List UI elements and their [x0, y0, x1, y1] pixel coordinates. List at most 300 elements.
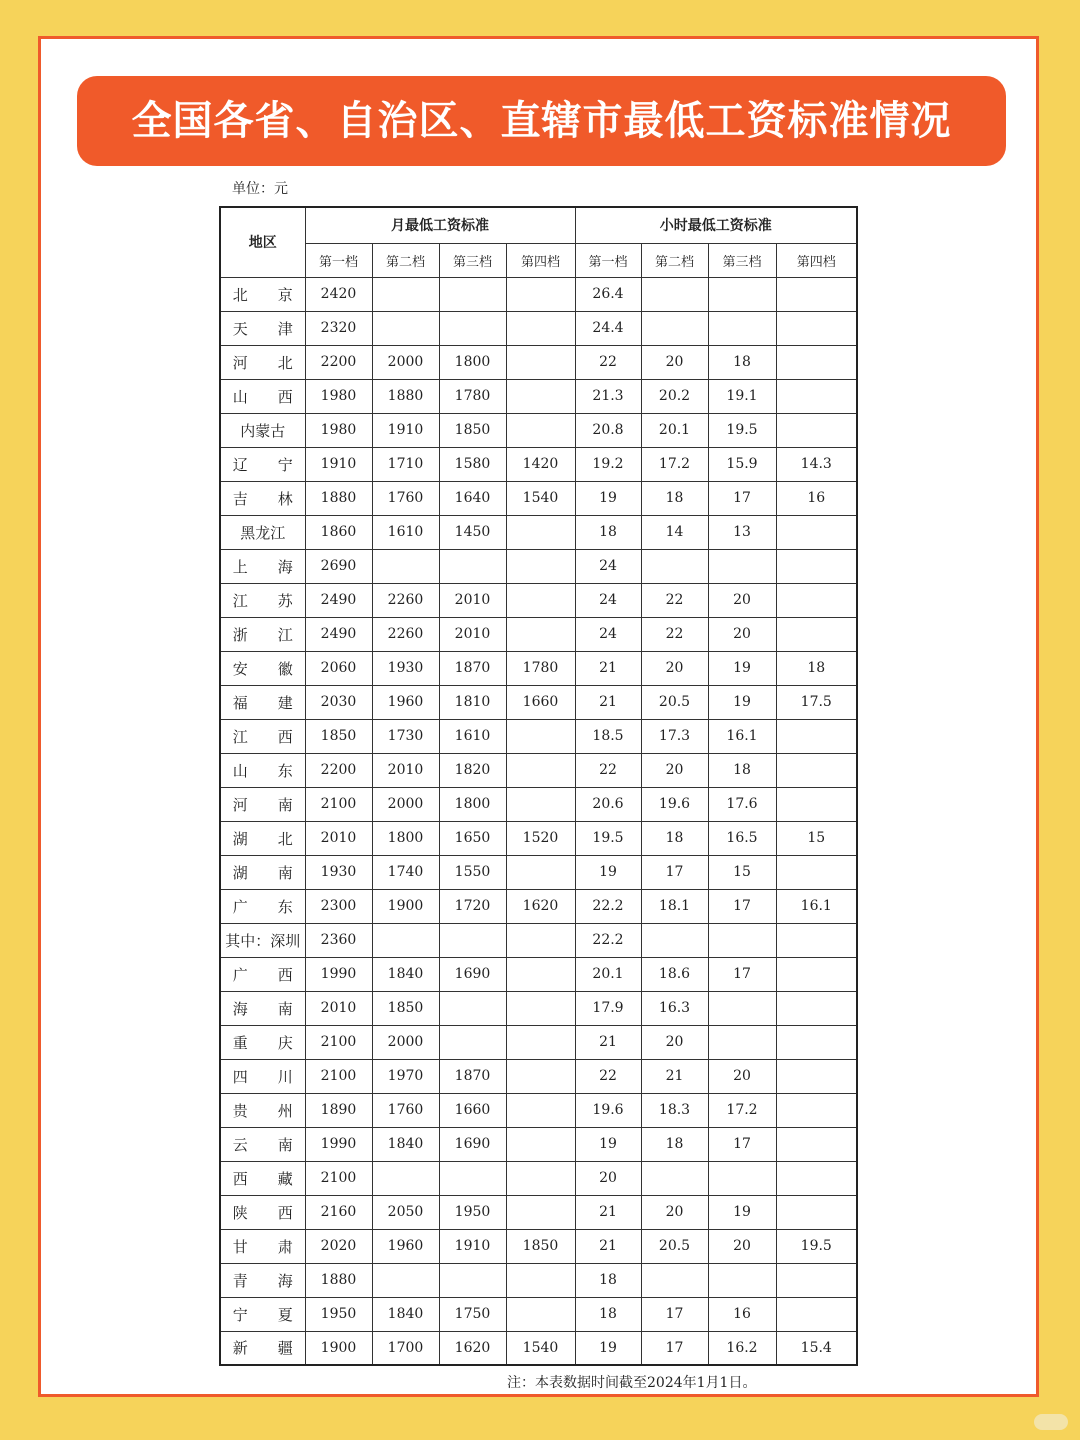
hourly-tier-4-cell	[776, 923, 857, 957]
table-row	[220, 1093, 857, 1127]
hourly-tier-2-cell: 18.1	[641, 889, 708, 923]
hourly-tier-1-cell: 21	[575, 1229, 641, 1263]
hourly-tier-1-cell: 18	[575, 1263, 641, 1297]
hourly-tier-1-cell: 21.3	[575, 379, 641, 413]
monthly-tier-2-cell: 1700	[372, 1331, 439, 1365]
monthly-tier-3-cell	[439, 311, 506, 345]
region-cell: 吉 林	[220, 481, 305, 515]
hourly-tier-3-cell: 20	[708, 583, 776, 617]
monthly-tier-4-cell: 1620	[506, 889, 575, 923]
hourly-tier-1-cell: 24	[575, 549, 641, 583]
hourly-tier-4-cell	[776, 413, 857, 447]
monthly-tier-3-cell: 1660	[439, 1093, 506, 1127]
hourly-tier-2-cell: 20.5	[641, 685, 708, 719]
hourly-tier-4-cell	[776, 1297, 857, 1331]
region-cell: 黑龙江	[220, 515, 305, 549]
monthly-tier-4-cell: 1850	[506, 1229, 575, 1263]
hourly-tier-2-cell: 21	[641, 1059, 708, 1093]
monthly-tier-2-cell: 1970	[372, 1059, 439, 1093]
hourly-tier-4-cell	[776, 1195, 857, 1229]
monthly-tier-1-cell: 2360	[305, 923, 372, 957]
hourly-tier-3-cell: 13	[708, 515, 776, 549]
monthly-tier-1-cell: 2030	[305, 685, 372, 719]
monthly-tier-1-cell: 2010	[305, 991, 372, 1025]
hourly-tier-3-cell: 18	[708, 345, 776, 379]
region-cell: 湖 南	[220, 855, 305, 889]
region-cell: 安 徽	[220, 651, 305, 685]
hourly-tier-1-cell: 18.5	[575, 719, 641, 753]
monthly-tier-1-cell: 1950	[305, 1297, 372, 1331]
monthly-tier-2-cell: 1610	[372, 515, 439, 549]
monthly-tier-1-cell: 1980	[305, 413, 372, 447]
hourly-tier-2-cell: 16.3	[641, 991, 708, 1025]
monthly-tier-4-cell	[506, 787, 575, 821]
monthly-tier-3-cell: 1650	[439, 821, 506, 855]
table-row	[220, 1297, 857, 1331]
hourly-tier-2-cell: 22	[641, 583, 708, 617]
monthly-tier-1-cell: 2160	[305, 1195, 372, 1229]
monthly-tier-1-cell: 2200	[305, 345, 372, 379]
table-row	[220, 1127, 857, 1161]
hourly-tier-3-cell: 19	[708, 1195, 776, 1229]
hourly-tier-2-cell: 18	[641, 1127, 708, 1161]
monthly-tier-3-cell: 1690	[439, 1127, 506, 1161]
region-cell: 陕 西	[220, 1195, 305, 1229]
monthly-tier-3-cell: 1950	[439, 1195, 506, 1229]
monthly-tier-4-cell	[506, 1059, 575, 1093]
monthly-tier-4-cell	[506, 413, 575, 447]
hourly-tier-1-cell: 26.4	[575, 277, 641, 311]
table-row	[220, 1229, 857, 1263]
region-cell: 重 庆	[220, 1025, 305, 1059]
monthly-tier-1-cell: 2100	[305, 1025, 372, 1059]
monthly-tier-3-cell: 1580	[439, 447, 506, 481]
region-cell: 甘 肃	[220, 1229, 305, 1263]
monthly-tier-1-cell: 2320	[305, 311, 372, 345]
monthly-tier-4-cell	[506, 583, 575, 617]
monthly-tier-2-cell: 1740	[372, 855, 439, 889]
monthly-tier-2-cell: 2050	[372, 1195, 439, 1229]
hourly-tier-4-cell	[776, 719, 857, 753]
hourly-tier-3-cell: 20	[708, 617, 776, 651]
watermark	[1034, 1414, 1068, 1430]
monthly-tier-2-cell: 1960	[372, 1229, 439, 1263]
hourly-tier-4-cell	[776, 379, 857, 413]
region-cell: 江 西	[220, 719, 305, 753]
table-row	[220, 753, 857, 787]
monthly-tier-1-cell: 2100	[305, 1161, 372, 1195]
hourly-tier-1-cell: 19	[575, 1127, 641, 1161]
table-row	[220, 1059, 857, 1093]
hourly-tier-2-cell: 14	[641, 515, 708, 549]
monthly-tier-1-header: 第一档	[305, 243, 372, 277]
monthly-tier-2-cell: 1850	[372, 991, 439, 1025]
monthly-tier-4-cell	[506, 277, 575, 311]
monthly-tier-1-cell: 2200	[305, 753, 372, 787]
hourly-tier-4-cell	[776, 583, 857, 617]
monthly-tier-4-cell	[506, 923, 575, 957]
hourly-tier-3-cell: 17	[708, 957, 776, 991]
monthly-tier-4-cell	[506, 957, 575, 991]
hourly-tier-2-cell: 18.6	[641, 957, 708, 991]
hourly-tier-1-cell: 20.1	[575, 957, 641, 991]
hourly-tier-3-cell: 15.9	[708, 447, 776, 481]
hourly-tier-3-cell	[708, 1263, 776, 1297]
monthly-tier-1-cell: 1880	[305, 1263, 372, 1297]
hourly-tier-2-cell: 20.1	[641, 413, 708, 447]
hourly-tier-1-cell: 19.6	[575, 1093, 641, 1127]
hourly-tier-4-cell	[776, 345, 857, 379]
region-cell: 湖 北	[220, 821, 305, 855]
monthly-tier-3-cell: 1720	[439, 889, 506, 923]
hourly-tier-1-cell: 24	[575, 617, 641, 651]
monthly-tier-3-cell: 1910	[439, 1229, 506, 1263]
table-row	[220, 277, 857, 311]
table-row	[220, 379, 857, 413]
table-row	[220, 1161, 857, 1195]
monthly-tier-3-cell: 1640	[439, 481, 506, 515]
monthly-tier-3-cell	[439, 277, 506, 311]
monthly-tier-4-cell	[506, 1093, 575, 1127]
region-cell: 贵 州	[220, 1093, 305, 1127]
monthly-tier-2-cell: 1900	[372, 889, 439, 923]
table-row	[220, 821, 857, 855]
hourly-tier-3-cell: 19.5	[708, 413, 776, 447]
hourly-tier-2-cell	[641, 277, 708, 311]
monthly-tier-3-cell	[439, 1263, 506, 1297]
monthly-tier-3-cell: 1800	[439, 345, 506, 379]
monthly-tier-2-cell: 2260	[372, 583, 439, 617]
monthly-tier-1-cell: 1990	[305, 957, 372, 991]
hourly-tier-4-cell: 15.4	[776, 1331, 857, 1365]
hourly-tier-4-cell	[776, 1025, 857, 1059]
hourly-tier-1-cell: 20.6	[575, 787, 641, 821]
monthly-tier-2-cell: 1730	[372, 719, 439, 753]
monthly-tier-2-cell: 1840	[372, 1127, 439, 1161]
hourly-tier-4-cell: 19.5	[776, 1229, 857, 1263]
hourly-tier-1-cell: 22	[575, 345, 641, 379]
hourly-tier-4-cell	[776, 787, 857, 821]
monthly-tier-4-cell	[506, 753, 575, 787]
region-cell: 江 苏	[220, 583, 305, 617]
hourly-tier-4-cell	[776, 549, 857, 583]
page-title: 全国各省、自治区、直辖市最低工资标准情况	[77, 76, 1006, 166]
hourly-tier-1-cell: 19.2	[575, 447, 641, 481]
hourly-tier-4-cell	[776, 1127, 857, 1161]
region-cell: 广 西	[220, 957, 305, 991]
monthly-tier-3-cell: 1800	[439, 787, 506, 821]
region-cell: 广 东	[220, 889, 305, 923]
table-row	[220, 787, 857, 821]
monthly-tier-3-cell: 1810	[439, 685, 506, 719]
table-row	[220, 515, 857, 549]
table-row	[220, 1025, 857, 1059]
hourly-tier-4-cell	[776, 617, 857, 651]
monthly-tier-4-cell: 1420	[506, 447, 575, 481]
monthly-tier-1-cell: 1990	[305, 1127, 372, 1161]
region-cell: 云 南	[220, 1127, 305, 1161]
hourly-tier-1-cell: 19	[575, 855, 641, 889]
monthly-tier-3-cell	[439, 1025, 506, 1059]
monthly-tier-1-cell: 1980	[305, 379, 372, 413]
monthly-tier-2-cell: 1840	[372, 957, 439, 991]
monthly-tier-3-cell: 1550	[439, 855, 506, 889]
monthly-tier-1-cell: 1910	[305, 447, 372, 481]
monthly-tier-2-cell: 2000	[372, 1025, 439, 1059]
hourly-tier-4-cell: 14.3	[776, 447, 857, 481]
hourly-tier-1-cell: 20	[575, 1161, 641, 1195]
monthly-tier-1-cell: 2010	[305, 821, 372, 855]
region-cell: 辽 宁	[220, 447, 305, 481]
hourly-tier-3-cell	[708, 923, 776, 957]
hourly-tier-1-cell: 22.2	[575, 923, 641, 957]
minimum-wage-table	[219, 206, 858, 1366]
hourly-tier-1-cell: 20.8	[575, 413, 641, 447]
hourly-tier-2-header: 第二档	[641, 243, 708, 277]
monthly-tier-4-cell	[506, 719, 575, 753]
hourly-tier-2-cell: 20	[641, 1195, 708, 1229]
table-row	[220, 311, 857, 345]
hourly-tier-4-cell: 16	[776, 481, 857, 515]
monthly-tier-4-cell	[506, 345, 575, 379]
hourly-tier-3-cell: 19	[708, 685, 776, 719]
hourly-tier-1-cell: 21	[575, 1025, 641, 1059]
monthly-tier-4-cell	[506, 991, 575, 1025]
table-row	[220, 923, 857, 957]
hourly-tier-3-cell: 20	[708, 1229, 776, 1263]
region-cell: 浙 江	[220, 617, 305, 651]
monthly-tier-4-cell	[506, 1127, 575, 1161]
hourly-tier-3-cell	[708, 1025, 776, 1059]
hourly-tier-1-cell: 21	[575, 685, 641, 719]
hourly-tier-1-cell: 21	[575, 1195, 641, 1229]
region-cell: 北 京	[220, 277, 305, 311]
monthly-tier-3-cell: 1690	[439, 957, 506, 991]
hourly-tier-4-cell	[776, 311, 857, 345]
monthly-tier-4-header: 第四档	[506, 243, 575, 277]
hourly-tier-2-cell: 20	[641, 753, 708, 787]
monthly-tier-4-cell	[506, 1195, 575, 1229]
monthly-tier-4-cell: 1660	[506, 685, 575, 719]
region-cell: 山 东	[220, 753, 305, 787]
monthly-tier-2-cell: 1840	[372, 1297, 439, 1331]
hourly-tier-3-cell: 19.1	[708, 379, 776, 413]
monthly-tier-1-cell: 2490	[305, 617, 372, 651]
monthly-tier-4-cell	[506, 549, 575, 583]
hourly-tier-4-cell	[776, 957, 857, 991]
hourly-tier-2-cell: 17	[641, 855, 708, 889]
hourly-tier-1-cell: 19	[575, 1331, 641, 1365]
hourly-tier-3-header: 第三档	[708, 243, 776, 277]
table-body	[220, 277, 857, 1365]
region-cell: 新 疆	[220, 1331, 305, 1365]
hourly-tier-4-cell: 16.1	[776, 889, 857, 923]
hourly-tier-1-cell: 24	[575, 583, 641, 617]
hourly-tier-2-cell: 20	[641, 1025, 708, 1059]
monthly-tier-3-cell	[439, 923, 506, 957]
monthly-tier-2-cell	[372, 1263, 439, 1297]
region-cell: 山 西	[220, 379, 305, 413]
monthly-tier-3-cell: 1450	[439, 515, 506, 549]
monthly-tier-1-cell: 1900	[305, 1331, 372, 1365]
table-row	[220, 957, 857, 991]
monthly-tier-1-cell: 2060	[305, 651, 372, 685]
monthly-tier-3-cell: 1850	[439, 413, 506, 447]
monthly-tier-1-cell: 1880	[305, 481, 372, 515]
hourly-tier-4-cell	[776, 1161, 857, 1195]
monthly-tier-3-cell	[439, 549, 506, 583]
monthly-tier-1-cell: 1850	[305, 719, 372, 753]
hourly-tier-2-cell	[641, 923, 708, 957]
hourly-tier-3-cell	[708, 311, 776, 345]
hourly-tier-2-cell: 17	[641, 1297, 708, 1331]
hourly-tier-3-cell: 16.2	[708, 1331, 776, 1365]
monthly-tier-3-cell: 1870	[439, 1059, 506, 1093]
table-row	[220, 413, 857, 447]
hourly-tier-1-cell: 24.4	[575, 311, 641, 345]
hourly-tier-1-cell: 17.9	[575, 991, 641, 1025]
monthly-tier-4-cell: 1520	[506, 821, 575, 855]
monthly-tier-4-cell	[506, 1263, 575, 1297]
monthly-tier-2-cell: 2000	[372, 787, 439, 821]
monthly-tier-4-cell	[506, 1025, 575, 1059]
hourly-tier-3-cell	[708, 991, 776, 1025]
monthly-tier-3-header: 第三档	[439, 243, 506, 277]
hourly-tier-2-cell: 20	[641, 345, 708, 379]
monthly-tier-2-cell: 1760	[372, 481, 439, 515]
monthly-tier-2-header: 第二档	[372, 243, 439, 277]
hourly-tier-2-cell: 17.3	[641, 719, 708, 753]
monthly-tier-3-cell: 1780	[439, 379, 506, 413]
region-cell: 天 津	[220, 311, 305, 345]
table-row	[220, 719, 857, 753]
monthly-tier-1-cell: 2300	[305, 889, 372, 923]
hourly-tier-4-cell	[776, 1059, 857, 1093]
hourly-tier-4-cell	[776, 753, 857, 787]
region-cell: 河 北	[220, 345, 305, 379]
hourly-tier-3-cell: 20	[708, 1059, 776, 1093]
hourly-tier-1-cell: 22	[575, 1059, 641, 1093]
hourly-tier-2-cell: 18.3	[641, 1093, 708, 1127]
monthly-tier-4-cell	[506, 617, 575, 651]
hourly-tier-3-cell: 17.6	[708, 787, 776, 821]
monthly-tier-3-cell: 2010	[439, 617, 506, 651]
hourly-tier-2-cell: 19.6	[641, 787, 708, 821]
monthly-tier-2-cell: 1760	[372, 1093, 439, 1127]
region-cell: 海 南	[220, 991, 305, 1025]
hourly-tier-4-cell: 18	[776, 651, 857, 685]
hourly-tier-3-cell: 17	[708, 1127, 776, 1161]
hourly-tier-2-cell: 20.2	[641, 379, 708, 413]
monthly-tier-2-cell: 1910	[372, 413, 439, 447]
hourly-tier-2-cell: 22	[641, 617, 708, 651]
monthly-tier-2-cell	[372, 277, 439, 311]
hourly-tier-2-cell: 17.2	[641, 447, 708, 481]
hourly-tier-4-cell	[776, 1263, 857, 1297]
hourly-tier-2-cell: 20.5	[641, 1229, 708, 1263]
hourly-tier-4-cell	[776, 855, 857, 889]
hourly-header: 小时最低工资标准	[575, 207, 857, 243]
hourly-tier-3-cell: 15	[708, 855, 776, 889]
monthly-tier-1-cell: 2690	[305, 549, 372, 583]
region-cell: 内蒙古	[220, 413, 305, 447]
hourly-tier-4-cell	[776, 991, 857, 1025]
table-row	[220, 549, 857, 583]
monthly-tier-1-cell: 1930	[305, 855, 372, 889]
region-cell: 福 建	[220, 685, 305, 719]
hourly-tier-4-cell	[776, 1093, 857, 1127]
hourly-tier-4-cell: 17.5	[776, 685, 857, 719]
hourly-tier-2-cell: 18	[641, 481, 708, 515]
hourly-tier-1-header: 第一档	[575, 243, 641, 277]
region-cell: 河 南	[220, 787, 305, 821]
table-row	[220, 617, 857, 651]
hourly-tier-1-cell: 19	[575, 481, 641, 515]
hourly-tier-2-cell	[641, 1161, 708, 1195]
hourly-tier-1-cell: 18	[575, 1297, 641, 1331]
hourly-tier-4-cell	[776, 515, 857, 549]
monthly-tier-4-cell	[506, 311, 575, 345]
hourly-tier-4-header: 第四档	[776, 243, 857, 277]
unit-label: 单位：元	[232, 181, 288, 197]
hourly-tier-2-cell: 17	[641, 1331, 708, 1365]
hourly-tier-3-cell: 16.1	[708, 719, 776, 753]
monthly-tier-4-cell	[506, 1161, 575, 1195]
footnote: 注：本表数据时间截至2024年1月1日。	[507, 1375, 757, 1391]
hourly-tier-3-cell	[708, 277, 776, 311]
monthly-tier-4-cell: 1540	[506, 481, 575, 515]
region-cell: 青 海	[220, 1263, 305, 1297]
monthly-tier-4-cell	[506, 379, 575, 413]
table-row	[220, 991, 857, 1025]
monthly-tier-2-cell	[372, 549, 439, 583]
monthly-tier-2-cell: 1880	[372, 379, 439, 413]
hourly-tier-3-cell: 18	[708, 753, 776, 787]
table-row	[220, 651, 857, 685]
monthly-tier-2-cell: 2000	[372, 345, 439, 379]
table-row	[220, 685, 857, 719]
region-cell: 四 川	[220, 1059, 305, 1093]
hourly-tier-2-cell	[641, 1263, 708, 1297]
hourly-tier-3-cell: 17	[708, 481, 776, 515]
monthly-tier-1-cell: 2020	[305, 1229, 372, 1263]
hourly-tier-2-cell	[641, 549, 708, 583]
hourly-tier-1-cell: 21	[575, 651, 641, 685]
table-row	[220, 1331, 857, 1365]
monthly-tier-3-cell: 2010	[439, 583, 506, 617]
table-row	[220, 481, 857, 515]
hourly-tier-1-cell: 22	[575, 753, 641, 787]
monthly-tier-2-cell: 1930	[372, 651, 439, 685]
hourly-tier-3-cell: 17.2	[708, 1093, 776, 1127]
monthly-tier-2-cell	[372, 1161, 439, 1195]
hourly-tier-3-cell: 16	[708, 1297, 776, 1331]
monthly-tier-3-cell: 1820	[439, 753, 506, 787]
table-row	[220, 889, 857, 923]
table-row	[220, 583, 857, 617]
region-cell: 其中：深圳	[220, 923, 305, 957]
region-cell: 西 藏	[220, 1161, 305, 1195]
monthly-tier-2-cell: 1960	[372, 685, 439, 719]
hourly-tier-1-cell: 18	[575, 515, 641, 549]
table-row	[220, 855, 857, 889]
table-row	[220, 1195, 857, 1229]
monthly-tier-3-cell: 1620	[439, 1331, 506, 1365]
monthly-tier-2-cell	[372, 923, 439, 957]
monthly-tier-4-cell: 1540	[506, 1331, 575, 1365]
region-header: 地区	[220, 207, 305, 277]
hourly-tier-3-cell: 17	[708, 889, 776, 923]
